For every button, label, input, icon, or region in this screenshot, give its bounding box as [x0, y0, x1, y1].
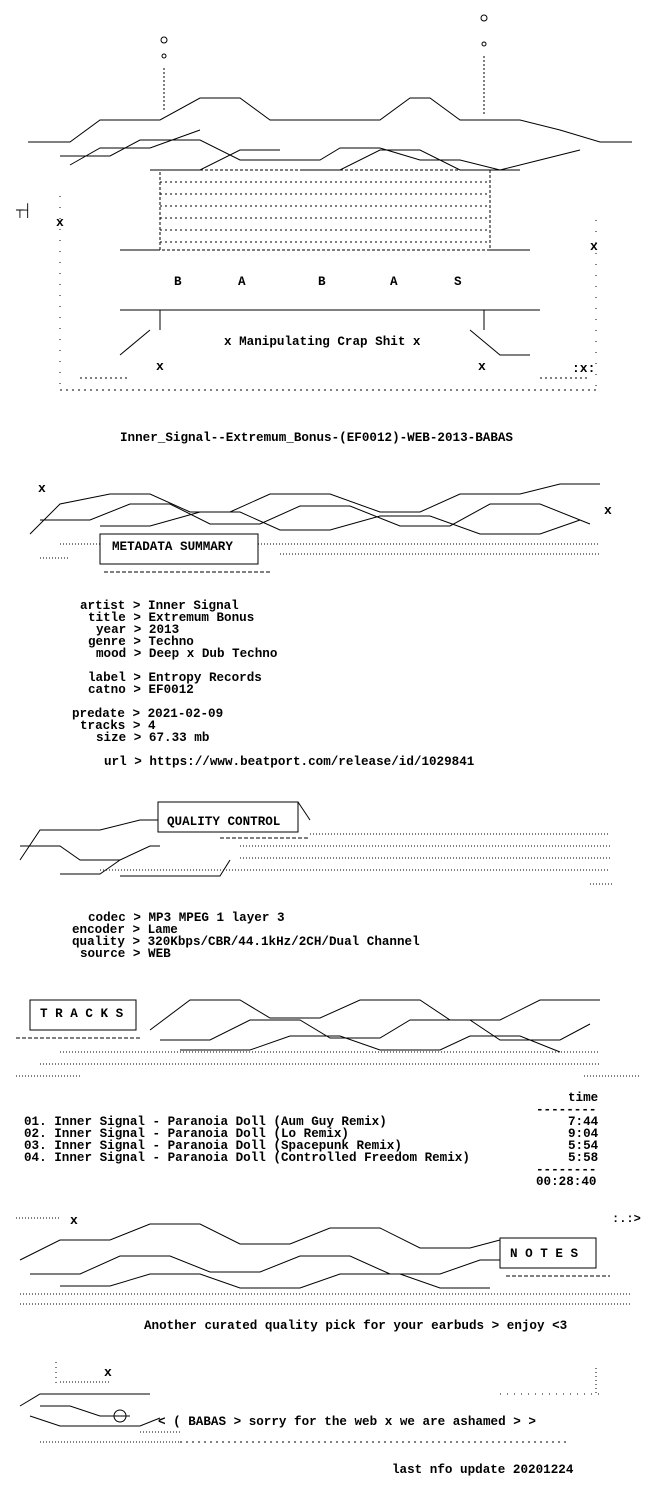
metadata-row: size > 67.33 mb: [96, 731, 210, 745]
metadata-header-art: [0, 464, 648, 580]
metadata-row: label > Entropy Records: [88, 671, 262, 685]
tracks-section-header: T R A C K S: [40, 1007, 124, 1021]
release-name: Inner_Signal--Extremum_Bonus-(EF0012)-WEB-2013-BABAS: [120, 431, 513, 445]
quality-row: codec > MP3 MPEG 1 layer 3: [88, 911, 285, 925]
logo-letter: B: [318, 275, 326, 289]
track-time: 7:44: [568, 1115, 599, 1129]
track-number: 03.: [24, 1139, 47, 1153]
quality-header-art: [0, 790, 648, 890]
metadata-key: size: [96, 731, 127, 745]
track-time: 9:04: [568, 1127, 599, 1141]
svg-text:x: x: [104, 1365, 112, 1380]
footer-art: [0, 1356, 648, 1456]
metadata-value: Techno: [148, 635, 194, 649]
metadata-key: mood: [96, 647, 127, 661]
metadata-row: year > 2013: [96, 623, 180, 637]
quality-value: WEB: [148, 947, 171, 961]
metadata-row: mood > Deep x Dub Techno: [96, 647, 278, 661]
logo-tagline: x Manipulating Crap Shit x: [224, 335, 421, 349]
divider: --------: [536, 1103, 597, 1117]
metadata-row: title > Extremum Bonus: [88, 611, 255, 625]
metadata-key: genre: [88, 635, 126, 649]
track-row: [24, 1152, 470, 1164]
quality-key: codec: [88, 911, 126, 925]
notes-text: Another curated quality pick for your earbuds > enjoy <3: [144, 1319, 568, 1333]
svg-text::x:: :x:: [572, 361, 596, 376]
svg-text:x: x: [604, 503, 612, 518]
track-number: 04.: [24, 1151, 47, 1165]
metadata-row: predate > 2021-02-09: [72, 707, 224, 721]
quality-value: 320Kbps/CBR/44.1kHz/2CH/Dual Channel: [147, 935, 420, 949]
svg-text:x: x: [478, 359, 486, 374]
quality-key: encoder: [72, 923, 125, 937]
metadata-row: artist > Inner Signal: [80, 599, 239, 613]
quality-value: Lame: [147, 923, 178, 937]
metadata-value: Extremum Bonus: [148, 611, 255, 625]
track-number: 02.: [24, 1127, 47, 1141]
svg-text::.:>: :.:>: [612, 1212, 641, 1226]
quality-key: quality: [72, 935, 125, 949]
logo-letter: B: [174, 275, 182, 289]
track-number: 01.: [24, 1115, 47, 1129]
quality-row: quality > 320Kbps/CBR/44.1kHz/2CH/Dual Channel: [72, 935, 420, 949]
total-time: 00:28:40: [536, 1175, 597, 1189]
metadata-key: artist: [80, 599, 126, 613]
metadata-value: Entropy Records: [148, 671, 262, 685]
quality-row: source > WEB: [80, 947, 171, 961]
release-url-link[interactable]: https://www.beatport.com/release/id/1029841: [149, 755, 475, 769]
track-title: Inner Signal - Paranoia Doll (Controlled Freedom Remix): [54, 1151, 470, 1165]
metadata-key: predate: [72, 707, 125, 721]
metadata-value: Deep x Dub Techno: [148, 647, 278, 661]
time-column-header: time: [568, 1091, 599, 1105]
svg-text:┬┤: ┬┤: [16, 203, 32, 218]
track-time: 5:54: [568, 1139, 599, 1153]
quality-key: source: [80, 947, 126, 961]
svg-text:x: x: [56, 215, 64, 230]
metadata-key: title: [88, 611, 126, 625]
metadata-row: genre > Techno: [88, 635, 194, 649]
quality-section-header: QUALITY CONTROL: [167, 815, 281, 829]
metadata-value: Inner Signal: [148, 599, 239, 613]
svg-text:x: x: [590, 239, 598, 254]
metadata-value: 67.33 mb: [148, 731, 210, 745]
metadata-row: catno > EF0012: [88, 683, 194, 697]
tracks-header-art: [0, 980, 648, 1080]
metadata-key: catno: [88, 683, 126, 697]
svg-text:x: x: [70, 1213, 78, 1228]
track-time: 5:58: [568, 1151, 599, 1165]
metadata-key: label: [88, 671, 126, 685]
metadata-key: url: [104, 755, 127, 769]
track-title: Inner Signal - Paranoia Doll (Spacepunk Remix): [54, 1139, 402, 1153]
metadata-value: EF0012: [148, 683, 194, 697]
metadata-key: tracks: [80, 719, 126, 733]
metadata-value: 2021-02-09: [147, 707, 224, 721]
quality-row: encoder > Lame: [72, 923, 178, 937]
last-update-text: last nfo update 20201224: [392, 1463, 574, 1477]
footer-message: < ( BABAS > sorry for the web x we are ashamed > >: [158, 1415, 536, 1429]
metadata-row: tracks > 4: [80, 719, 156, 733]
track-title: Inner Signal - Paranoia Doll (Lo Remix): [54, 1127, 349, 1141]
quality-value: MP3 MPEG 1 layer 3: [148, 911, 285, 925]
notes-section-header: N O T E S: [510, 1247, 579, 1261]
svg-text:x: x: [38, 481, 46, 496]
metadata-section-header: METADATA SUMMARY: [112, 540, 233, 554]
logo-letter: A: [390, 275, 398, 289]
metadata-row: url > https://www.beatport.com/release/id/1029841: [104, 755, 475, 769]
metadata-key: year: [96, 623, 127, 637]
svg-text:x: x: [156, 359, 164, 374]
metadata-value: 4: [148, 719, 156, 733]
metadata-value: 2013: [148, 623, 180, 637]
divider: --------: [536, 1163, 597, 1177]
track-title: Inner Signal - Paranoia Doll (Aum Guy Remix): [54, 1115, 387, 1129]
logo-letter: S: [454, 275, 462, 289]
logo-letter: A: [238, 275, 246, 289]
